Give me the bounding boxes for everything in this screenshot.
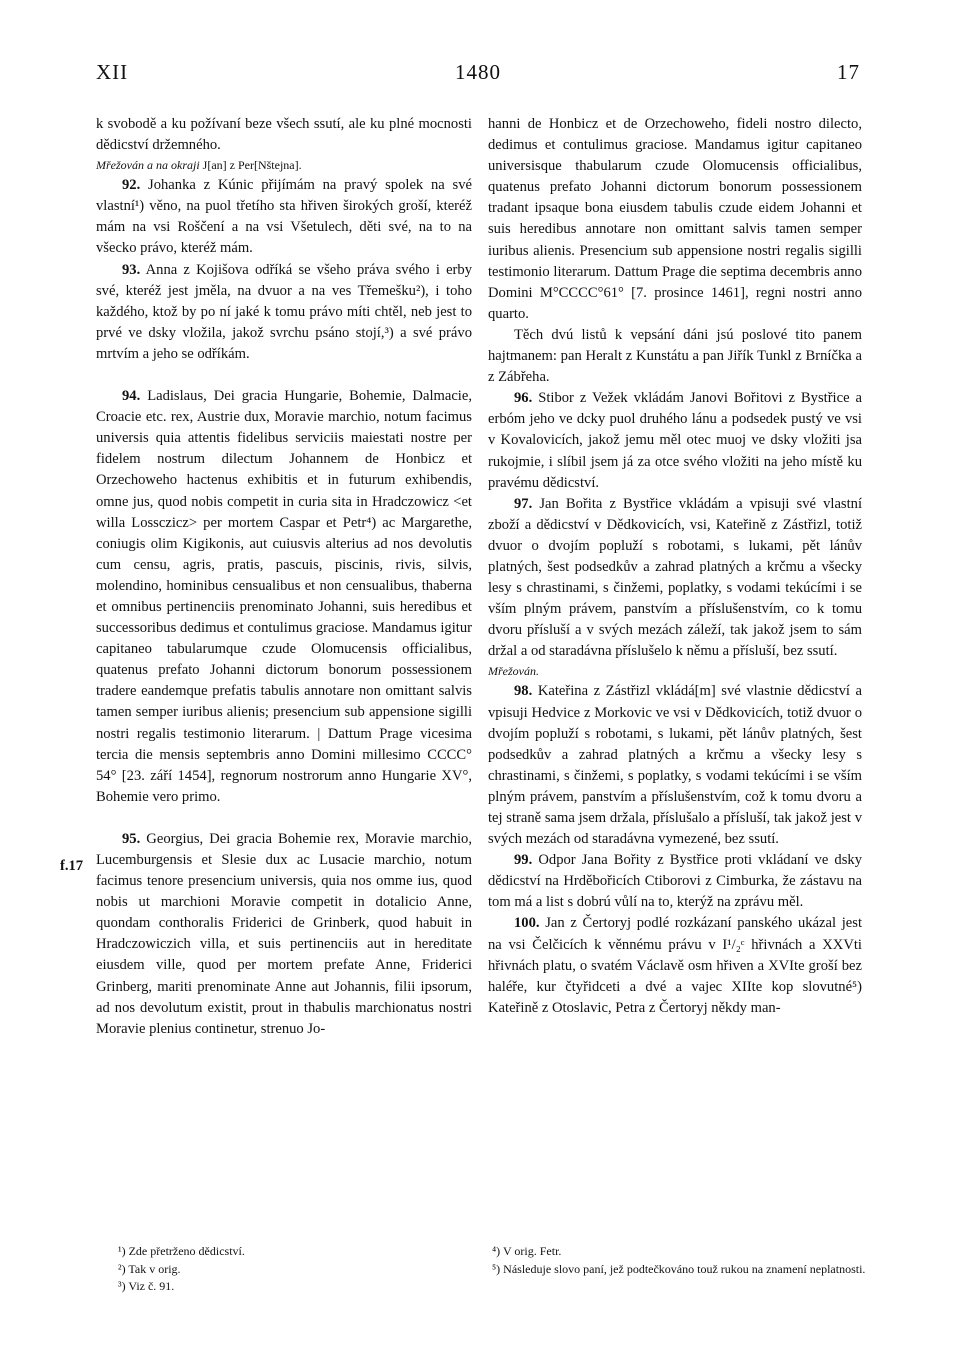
- entry-93: [96, 260, 472, 365]
- folio-margin-note: f.17: [60, 858, 84, 874]
- entry-text: Stibor z Vežek vkládám Janovi Bořitovi z Bystřice a erbóm jeho ve dcky puol druhého lánu a podsedek pustý ve vsi v Kovalovicích, jakož jemu měl otec muoj ve dsky vložiti jsa rukojmie, i slíbil jsem já za otce svého vložiti na jeho místě ku pravému dědicství.: [488, 390, 862, 491]
- footnote-5: ⁵) Následuje slovo paní, jež podtečkováno touž rukou na znamení neplatnosti.: [492, 1261, 866, 1276]
- entry-text: Georgius, Dei gracia Bohemie rex, Moravie marchio, Lucemburgensis et Slesie dux ac Lusacie marchio, notum facimus tenore presencium universis, quia nos omme ius, quod nobis ut marchioni Moravie competit in dotalicio Anne, quondam conthoralis Friderici de Grinberk, quod habuit in Hradczowiczich villa, et suis pertinenciis aut in hereditate eiusdem ville, quod per mortem prefate Anne, Friderici Grinberg, mariti prenominate Anne aut Johannis, filii ipsorum, ad nos devolutum existit, prout in thabulis marchionatus nostri Moravie plenius continetur, strenuo Jo-: [96, 830, 472, 1037]
- entry-number: 92.: [122, 177, 141, 194]
- entry-number: 99.: [514, 852, 533, 869]
- entry-97: [488, 494, 862, 663]
- continuation-paragraph: hanni de Honbicz et de Orzechoweho, fideli nostro dilecto, dedimus et contulimus graciose. Mandamus igitur capitaneo universisque thabularum czude Olomucensis officialibus, quatenus prefato Johanni dictorum bonorum possessionem tradant ipsaque bona eiusdem tabulis czude eidem Johanni et suis heredibus annotare non omittant salvis tamen semper iuribus alienis. Presencium sub appensione nostri regalis sigilli testimonio literarum. Dattum Prage die septima decembris anno Domini M°CCCC°61° [7. prosince 1461], regni nostri anno quarto.: [488, 116, 862, 322]
- entry-92: [96, 175, 472, 259]
- continuation-paragraph: k svobodě a ku požívaní beze všech ssutí, ale ku plné mocnosti dědicství držemného.: [96, 116, 472, 154]
- annotation-note-name: J[an] z Per[Nštejna].: [202, 158, 302, 173]
- year-heading: 1480: [455, 60, 501, 84]
- entry-number: 100.: [514, 915, 540, 932]
- footnote-2: ²) Tak v orig.: [118, 1261, 181, 1276]
- entry-number: 95.: [122, 830, 141, 847]
- entry-number: 97.: [514, 495, 533, 512]
- annotation-note-text: Mřežován a na okraji: [96, 158, 200, 173]
- entry-98: [488, 681, 862, 850]
- entry-100: [488, 913, 862, 1018]
- footnote-3: ³) Viz č. 91.: [118, 1279, 175, 1293]
- annotation-note: [96, 156, 472, 175]
- footnote-4: ⁴) V orig. Fetr.: [492, 1244, 562, 1258]
- entry-text: Jan Bořita z Bystřice vkládám a vpisuji své vlastní zboží a dědicství v Dědkovicích, vsi, Kateřině z Zástřizl, totiž dvuor o dvojím popluží s robotami, s lukami, pět lánův platných, šest podsedkův a zahrad platných a krčmu a všecky lesy s chrastinami, s činžemi, poplatky, s vodami tekúcími i se vším plným právem, panstvím a příslušenstvím, co k tomu dvoru přísluší a v svých mezách záleží, tak jakož jsem to sám držal a od staradávna příslušelo k němu a přísluší, bez ssutí.: [488, 495, 863, 660]
- entry-99: [488, 850, 862, 913]
- entry-number: 98.: [514, 683, 533, 700]
- chapter-roman-numeral: XII: [96, 60, 129, 84]
- entry-text: Johanka z Kúnic přijímám na pravý spolek na své vlastní¹) věno, na puol třetího sta hřiven širokých groší, kteréž mám na vsi Roščení a na vsi Všetulech, děti své, na to na všecko právo, kteréž mám.: [96, 177, 473, 257]
- messengers-paragraph: Těch dvú listů k vepsání dáni jsú poslové tito panem hajtmanem: pan Heralt z Kunstátu a pan Jiřík Tunkl z Brníčka a z Zábřeha.: [488, 326, 862, 386]
- entry-text: Ladislaus, Dei gracia Hungarie, Bohemie, Dalmacie, Croacie etc. rex, Austrie dux, Moravie marchio, notum facimus universis quia attentis fidelibus serviciis maiestati nostre per fidelem nostrum dilectum Johannem de Honbicz et Orzechoweho hactenus exhibitis et in futurum exhibendis, omne jus, quod nobis competit in curia sita in Hradczowicz <et willa Lossczicz> per mortem Caspar et Petr⁴) ac Margarethe, coniugis olim Kigikonis, aut cuiusvis alterius ad nos devolutis cum censu, agris, pratis, pascuis, piscinis, rivis, silvis, molendino, hominibus censualibus et non censualibus, thaberna et omnibus pertinenciis prenominato Johanni, suis heredibus et successoribus dedimus et contulimus graciose. Mandamus igitur capitaneo tabularumque czude Olomucensis officialibus, quatenus prefato Johanni dictorum bonorum possessionem tradere eandemque prefatis tabulis annotare non omittant salvis tamen semper iuribus alienis; presencium sub appensione sigilli nostri regalis testimonio literarum. | Dattum Prage vicesima tercia die mensis septembris anno Domini millesimo CCCC° 54° [23. září 1454], regnorum nostrorum anno Hungarie XV°, Bohemie vero primo.: [96, 388, 472, 805]
- running-head: [96, 60, 860, 92]
- left-column: [96, 114, 472, 1040]
- right-column: [488, 114, 862, 1019]
- entry-text: Anna z Kojišova odříká se všeho práva svého i erby své, kteréž jest jměla, na dvuor a na ves Třemešku²), i toho každého, ktož by po ní jaké k tomu právo míti chtěl, neb jest to prvé ve dsky vložila, jakož svrchu psáno stojí,³) a své právo mrtvím a jeho se odříkám.: [96, 261, 472, 362]
- entry-text: Jan z Čertoryj podlé rozkázaní panského ukázal jest na vsi Čelčicích k věnnému právu v I¹/₂ᶜ hřivnách a XXVti hřivnách platu, o svatém Václavě osm hřiven a XVIte groší bez haléře, kur čtyřidceti a dvé a vajec XIIte kop slovutné⁵) Kateřině z Otoslavic, Petra z Čertoryj někdy man-: [488, 915, 862, 1016]
- entry-number: 93.: [122, 261, 141, 278]
- entry-text: Odpor Jana Bořity z Bystřice proti vkládaní ve dsky dědicství na Hrděbořicích Ctiborovi z Cimburka, že zástavu na tom má a list s dobrú vůlí na to, kterýž na zprávu měl.: [488, 852, 862, 911]
- entry-text: Kateřina z Zástřizl vkládá[m] své vlastnie dědicství a vpisuji Hedvice z Morkovic ve vsi v Dědkovicích, totiž dvuor o dvojím popluží s robotami, s lukami, pět lánův platných, šest podsedkův a zahrad platných a krčmu a všecky lesy s chrastinami, s činžemi, s poplatky, s vodami tekúcími i se vším plným právem, panstvím a příslušenstvím, což k tomu dvoru a tej straně sama jsem držala, příslušalo a přísluší, tak jakož jest v svých mezách od staradávna vymezené, bez ssutí.: [488, 683, 862, 848]
- footnotes-left: [118, 1243, 458, 1296]
- annotation-note: Mřežován.: [488, 664, 539, 679]
- entry-96: [488, 388, 862, 493]
- entry-number: 94.: [122, 388, 141, 405]
- footnotes-right: [492, 1243, 872, 1278]
- page-number: 17: [837, 60, 860, 84]
- entry-95: [96, 829, 472, 1040]
- entry-number: 96.: [514, 390, 533, 407]
- footnote-1: ¹) Zde přetrženo dědicství.: [118, 1244, 245, 1258]
- entry-94: [96, 386, 472, 808]
